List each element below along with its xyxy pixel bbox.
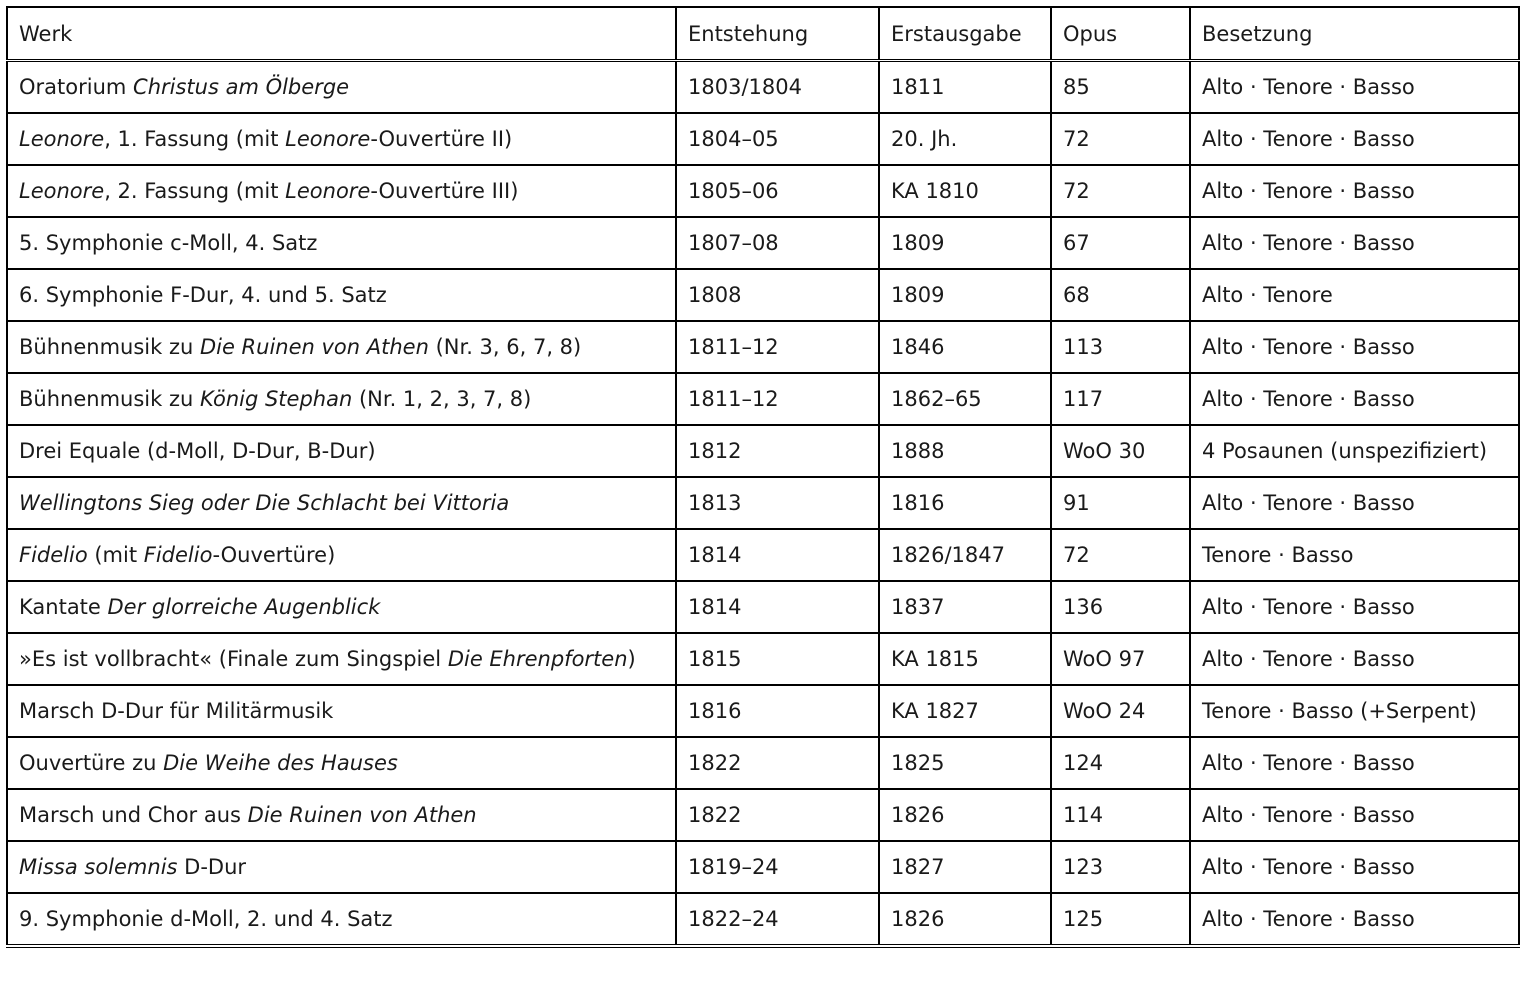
cell-besetzung: Alto · Tenore · Basso xyxy=(1190,217,1519,269)
table-row xyxy=(7,269,1519,321)
work-title-italic: Die Ruinen von Athen xyxy=(247,803,477,827)
cell-opus: WoO 97 xyxy=(1051,633,1190,685)
cell-opus: 91 xyxy=(1051,477,1190,529)
cell-entstehung: 1808 xyxy=(676,269,879,321)
table-row xyxy=(7,789,1519,841)
table-row xyxy=(7,113,1519,165)
cell-besetzung: Tenore · Basso (+Serpent) xyxy=(1190,685,1519,737)
cell-erstausgabe: 20. Jh. xyxy=(879,113,1051,165)
cell-werk xyxy=(7,893,676,946)
cell-werk xyxy=(7,581,676,633)
cell-erstausgabe: 1826 xyxy=(879,789,1051,841)
cell-werk xyxy=(7,269,676,321)
cell-werk xyxy=(7,633,676,685)
cell-werk xyxy=(7,737,676,789)
cell-werk xyxy=(7,373,676,425)
work-title-italic: Die Ruinen von Athen xyxy=(199,335,429,359)
cell-werk xyxy=(7,321,676,373)
cell-entstehung: 1811–12 xyxy=(676,373,879,425)
table-row xyxy=(7,217,1519,269)
cell-entstehung: 1819–24 xyxy=(676,841,879,893)
cell-besetzung: Alto · Tenore · Basso xyxy=(1190,321,1519,373)
cell-besetzung: Alto · Tenore xyxy=(1190,269,1519,321)
work-text: (mit xyxy=(87,543,144,567)
cell-besetzung: Alto · Tenore · Basso xyxy=(1190,113,1519,165)
work-title-italic: Missa solemnis xyxy=(19,855,178,879)
cell-besetzung: Alto · Tenore · Basso xyxy=(1190,165,1519,217)
cell-entstehung: 1811–12 xyxy=(676,321,879,373)
work-title-italic: Wellingtons Sieg oder Die Schlacht bei Vittoria xyxy=(19,491,510,515)
work-text: Ouvertüre zu xyxy=(19,751,164,775)
cell-besetzung: Alto · Tenore · Basso xyxy=(1190,789,1519,841)
table-row xyxy=(7,685,1519,737)
table-row xyxy=(7,477,1519,529)
work-text: 5. Symphonie c-Moll, 4. Satz xyxy=(19,231,318,255)
cell-werk xyxy=(7,841,676,893)
work-title-italic: Die Weihe des Hauses xyxy=(163,751,398,775)
cell-opus: WoO 24 xyxy=(1051,685,1190,737)
table-row xyxy=(7,373,1519,425)
cell-werk xyxy=(7,61,676,114)
cell-erstausgabe: KA 1815 xyxy=(879,633,1051,685)
cell-erstausgabe: 1888 xyxy=(879,425,1051,477)
work-title-italic: Christus am Ölberge xyxy=(133,75,350,99)
table-row xyxy=(7,61,1519,114)
cell-besetzung: Alto · Tenore · Basso xyxy=(1190,841,1519,893)
cell-erstausgabe: KA 1810 xyxy=(879,165,1051,217)
cell-werk xyxy=(7,789,676,841)
cell-erstausgabe: 1827 xyxy=(879,841,1051,893)
header-entstehung: Entstehung xyxy=(676,7,879,61)
work-text: 9. Symphonie d-Moll, 2. und 4. Satz xyxy=(19,907,393,931)
cell-opus: 72 xyxy=(1051,113,1190,165)
cell-opus: 123 xyxy=(1051,841,1190,893)
cell-besetzung: Alto · Tenore · Basso xyxy=(1190,633,1519,685)
table-row xyxy=(7,529,1519,581)
table-body xyxy=(7,61,1519,947)
cell-besetzung: 4 Posaunen (unspezifiziert) xyxy=(1190,425,1519,477)
header-besetzung: Besetzung xyxy=(1190,7,1519,61)
works-table-container xyxy=(6,6,1518,948)
work-text: Marsch und Chor aus xyxy=(19,803,248,827)
cell-opus: 72 xyxy=(1051,529,1190,581)
cell-erstausgabe: 1816 xyxy=(879,477,1051,529)
cell-besetzung: Alto · Tenore · Basso xyxy=(1190,581,1519,633)
cell-erstausgabe: 1826/1847 xyxy=(879,529,1051,581)
table-row xyxy=(7,581,1519,633)
cell-erstausgabe: 1809 xyxy=(879,217,1051,269)
table-header-row xyxy=(7,7,1519,61)
table-row xyxy=(7,737,1519,789)
work-title-italic: Der glorreiche Augenblick xyxy=(107,595,381,619)
table-row xyxy=(7,893,1519,946)
work-text: , 1. Fassung (mit xyxy=(104,127,286,151)
cell-werk xyxy=(7,529,676,581)
work-title-italic: Fidelio xyxy=(19,543,88,567)
cell-entstehung: 1822 xyxy=(676,737,879,789)
cell-opus: WoO 30 xyxy=(1051,425,1190,477)
header-werk: Werk xyxy=(7,7,676,61)
cell-besetzung: Alto · Tenore · Basso xyxy=(1190,477,1519,529)
work-title-italic: Fidelio xyxy=(143,543,213,567)
cell-besetzung: Tenore · Basso xyxy=(1190,529,1519,581)
work-text: (Nr. 1, 2, 3, 7, 8) xyxy=(352,387,532,411)
cell-entstehung: 1807–08 xyxy=(676,217,879,269)
work-text: -Ouvertüre III) xyxy=(370,179,519,203)
cell-erstausgabe: 1826 xyxy=(879,893,1051,946)
work-text: -Ouvertüre) xyxy=(212,543,336,567)
header-erstausgabe: Erstausgabe xyxy=(879,7,1051,61)
work-text: -Ouvertüre II) xyxy=(370,127,513,151)
cell-entstehung: 1804–05 xyxy=(676,113,879,165)
cell-entstehung: 1812 xyxy=(676,425,879,477)
cell-entstehung: 1822 xyxy=(676,789,879,841)
work-title-italic: Leonore xyxy=(19,179,105,203)
cell-opus: 136 xyxy=(1051,581,1190,633)
cell-besetzung: Alto · Tenore · Basso xyxy=(1190,893,1519,946)
cell-entstehung: 1813 xyxy=(676,477,879,529)
cell-erstausgabe: 1825 xyxy=(879,737,1051,789)
cell-erstausgabe: 1837 xyxy=(879,581,1051,633)
cell-entstehung: 1816 xyxy=(676,685,879,737)
cell-entstehung: 1803/1804 xyxy=(676,61,879,114)
work-title-italic: Leonore xyxy=(285,127,371,151)
cell-werk xyxy=(7,165,676,217)
work-text: Marsch D-Dur für Militärmusik xyxy=(19,699,334,723)
work-text: (Nr. 3, 6, 7, 8) xyxy=(428,335,582,359)
work-title-italic: Die Ehrenpforten xyxy=(447,647,628,671)
cell-besetzung: Alto · Tenore · Basso xyxy=(1190,61,1519,114)
cell-erstausgabe: 1862–65 xyxy=(879,373,1051,425)
work-text: ) xyxy=(627,647,636,671)
cell-besetzung: Alto · Tenore · Basso xyxy=(1190,373,1519,425)
cell-entstehung: 1814 xyxy=(676,581,879,633)
cell-opus: 125 xyxy=(1051,893,1190,946)
header-opus: Opus xyxy=(1051,7,1190,61)
cell-opus: 72 xyxy=(1051,165,1190,217)
work-text: Bühnenmusik zu xyxy=(19,335,200,359)
work-text: Oratorium xyxy=(19,75,134,99)
work-text: D-Dur xyxy=(177,855,247,879)
cell-opus: 114 xyxy=(1051,789,1190,841)
cell-werk xyxy=(7,685,676,737)
work-title-italic: Leonore xyxy=(19,127,105,151)
cell-opus: 85 xyxy=(1051,61,1190,114)
cell-opus: 124 xyxy=(1051,737,1190,789)
cell-besetzung: Alto · Tenore · Basso xyxy=(1190,737,1519,789)
table-row xyxy=(7,425,1519,477)
cell-entstehung: 1814 xyxy=(676,529,879,581)
table-row xyxy=(7,633,1519,685)
cell-entstehung: 1822–24 xyxy=(676,893,879,946)
cell-erstausgabe: 1811 xyxy=(879,61,1051,114)
work-text: Kantate xyxy=(19,595,108,619)
cell-opus: 113 xyxy=(1051,321,1190,373)
table-row xyxy=(7,165,1519,217)
work-text: »Es ist vollbracht« (Finale zum Singspiel xyxy=(19,647,448,671)
cell-werk xyxy=(7,425,676,477)
table-row xyxy=(7,321,1519,373)
work-title-italic: König Stephan xyxy=(199,387,353,411)
work-text: , 2. Fassung (mit xyxy=(104,179,286,203)
table-row xyxy=(7,841,1519,893)
works-table xyxy=(6,6,1520,948)
cell-erstausgabe: 1809 xyxy=(879,269,1051,321)
cell-opus: 68 xyxy=(1051,269,1190,321)
cell-erstausgabe: KA 1827 xyxy=(879,685,1051,737)
cell-opus: 117 xyxy=(1051,373,1190,425)
cell-entstehung: 1805–06 xyxy=(676,165,879,217)
work-text: Bühnenmusik zu xyxy=(19,387,200,411)
cell-werk xyxy=(7,477,676,529)
cell-opus: 67 xyxy=(1051,217,1190,269)
cell-werk xyxy=(7,217,676,269)
cell-erstausgabe: 1846 xyxy=(879,321,1051,373)
cell-werk xyxy=(7,113,676,165)
work-text: Drei Equale (d-Moll, D-Dur, B-Dur) xyxy=(19,439,376,463)
work-text: 6. Symphonie F-Dur, 4. und 5. Satz xyxy=(19,283,387,307)
cell-entstehung: 1815 xyxy=(676,633,879,685)
work-title-italic: Leonore xyxy=(285,179,371,203)
